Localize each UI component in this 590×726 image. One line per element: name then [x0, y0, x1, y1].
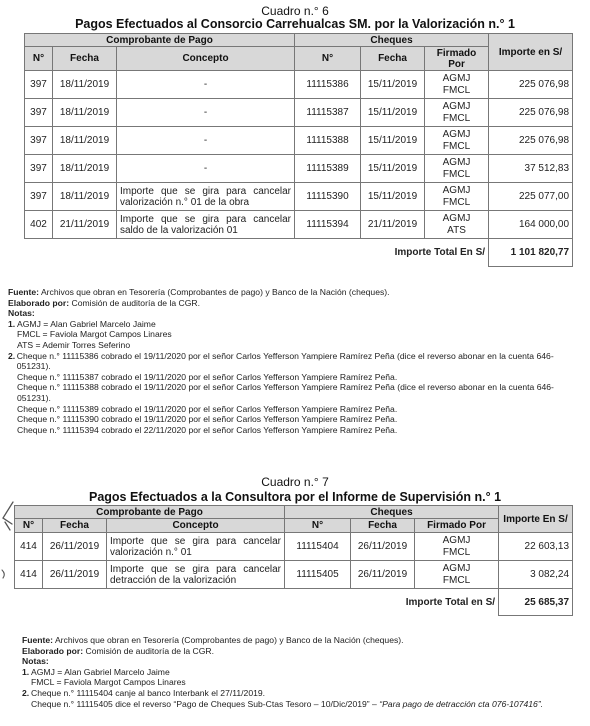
column-header-cheque-fecha: Fecha: [361, 47, 425, 71]
cell-cheque: 11115404: [285, 533, 351, 561]
cell-importe: 225 076,98: [489, 71, 573, 99]
column-header-importe: Importe en S/: [489, 34, 573, 71]
table1-number: Cuadro n.° 6: [261, 4, 329, 18]
fuente-label: Fuente:: [8, 287, 40, 297]
cell-concepto: Importe que se gira para cancelar detracción de la valorización: [107, 561, 285, 589]
cell-cheque-fecha: 15/11/2019: [361, 127, 425, 155]
group-header-cheques: Cheques: [285, 506, 499, 519]
notas-label: Notas:: [22, 656, 49, 667]
total-value: 1 101 820,77: [489, 239, 573, 267]
firmante: AGMJ: [442, 562, 471, 574]
note-line: FMCL = Faviola Margot Campos Linares: [17, 329, 172, 340]
table2: [14, 505, 573, 616]
cell-concepto: Importe que se gira para cancelar valorización n.° 01: [107, 533, 285, 561]
firmante: AGMJ: [442, 534, 471, 546]
cell-importe: 3 082,24: [499, 561, 573, 589]
firmante: AGMJ: [442, 100, 471, 112]
note-line: Cheque n.° 11115389 cobrado el 19/11/2020 por el señor Carlos Yefferson Yampiere Ramírez Peña.: [17, 403, 398, 414]
cell-cheque: 11115405: [285, 561, 351, 589]
cell-cheque-fecha: 15/11/2019: [361, 71, 425, 99]
note-line: ATS = Ademir Torres Seferino: [17, 339, 131, 350]
cell-fecha: 26/11/2019: [43, 533, 107, 561]
firmante: AGMJ: [442, 128, 471, 140]
table-row: [25, 211, 573, 239]
cell-fecha: 18/11/2019: [53, 127, 117, 155]
elaborado-label: Elaborado por:: [8, 297, 70, 308]
firmante: ATS: [447, 224, 466, 236]
note-line: Cheque n.° 11115388 cobrado el 19/11/2020 por el señor Carlos Yefferson Yampiere Ramírez Peña (dice el reverso abonar en la cuenta 646-051231).: [17, 382, 554, 403]
note-line: Cheque n.° 11115394 cobrado el 22/11/2020 por el señor Carlos Yefferson Yampiere Ramírez Peña.: [17, 424, 398, 435]
total-label: Importe Total En S/: [295, 239, 489, 267]
note-line: FMCL = Faviola Margot Campos Linares: [31, 677, 186, 688]
elaborado-text: Comisión de auditoría de la CGR.: [85, 645, 215, 656]
column-header-fecha: Fecha: [53, 47, 117, 71]
table2-number: Cuadro n.° 7: [261, 475, 329, 489]
firmante: FMCL: [442, 196, 471, 208]
table-row: [25, 155, 573, 183]
table2-title: Pagos Efectuados a la Consultora por el Informe de Supervisión n.° 1: [88, 490, 502, 504]
firmante: FMCL: [442, 140, 471, 152]
pen-mark-graphic: [0, 500, 16, 580]
column-header-fecha: Fecha: [43, 519, 107, 533]
cell-n: 397: [25, 71, 53, 99]
cell-n: 414: [15, 533, 43, 561]
cell-fecha: 21/11/2019: [53, 211, 117, 239]
cell-n: 397: [25, 155, 53, 183]
group-header-comprobante: Comprobante de Pago: [15, 506, 285, 519]
total-row: [25, 239, 573, 267]
table-row: [25, 71, 573, 99]
note-text: Cheque n.° 11115405 dice el reverso “Pago de Cheques Sub-Ctas Tesoro – 10/Dic/2019” –: [31, 698, 380, 709]
column-header-importe: Importe En S/: [499, 506, 573, 533]
cell-cheque: 11115386: [295, 71, 361, 99]
note-line: AGMJ = Alan Gabriel Marcelo Jaime: [31, 666, 170, 677]
column-header-cheque-n: N°: [295, 47, 361, 71]
table1: [24, 33, 573, 267]
cell-concepto: -: [117, 155, 295, 183]
column-header-n: N°: [25, 47, 53, 71]
column-header-concepto: Concepto: [107, 519, 285, 533]
firmante: FMCL: [442, 574, 471, 586]
cell-cheque-fecha: 26/11/2019: [351, 533, 415, 561]
column-header-cheque-fecha: Fecha: [351, 519, 415, 533]
firmante: FMCL: [442, 546, 471, 558]
cell-fecha: 26/11/2019: [43, 561, 107, 589]
firmante: FMCL: [442, 84, 471, 96]
cell-cheque: 11115390: [295, 183, 361, 211]
note-line: Cheque n.° 11115386 cobrado el 19/11/2020 por el señor Carlos Yefferson Yampiere Ramírez Peña (dice el reverso abonar en la cuenta 646-051231).: [16, 350, 554, 372]
fuente-text: Archivos que obran en Tesorería (Comprobantes de pago) y Banco de la Nación (cheques).: [40, 287, 390, 297]
cell-firmado: [415, 533, 499, 561]
column-header-concepto: Concepto: [117, 47, 295, 71]
table2-notes: [22, 635, 567, 709]
cell-importe: 225 076,98: [489, 99, 573, 127]
firmante: AGMJ: [442, 212, 471, 224]
cell-cheque: 11115389: [295, 155, 361, 183]
cell-cheque: 11115388: [295, 127, 361, 155]
column-header-n: N°: [15, 519, 43, 533]
notas-label: Notas:: [8, 308, 35, 319]
note-quote: “Para pago de detracción cta 076-107416”.: [379, 698, 544, 709]
firmante: FMCL: [442, 168, 471, 180]
note-number: 2.: [8, 350, 16, 361]
column-header-firmado: Firmado Por: [415, 519, 499, 533]
note-number: 1.: [8, 318, 16, 329]
cell-fecha: 18/11/2019: [53, 155, 117, 183]
cell-cheque-fecha: 15/11/2019: [361, 183, 425, 211]
firmante: AGMJ: [442, 184, 471, 196]
cell-importe: 22 603,13: [499, 533, 573, 561]
cell-concepto: Importe que se gira para cancelar valorización n.° 01 de la obra: [117, 183, 295, 211]
firmante: AGMJ: [442, 156, 471, 168]
cell-cheque: 11115387: [295, 99, 361, 127]
cell-fecha: 18/11/2019: [53, 71, 117, 99]
table1-notes: [8, 287, 573, 435]
cell-concepto: -: [117, 99, 295, 127]
total-label: Importe Total en S/: [285, 589, 499, 616]
table-row: [25, 183, 573, 211]
cell-importe: 37 512,83: [489, 155, 573, 183]
cell-importe: 225 076,98: [489, 127, 573, 155]
cell-concepto: -: [117, 127, 295, 155]
note-line: AGMJ = Alan Gabriel Marcelo Jaime: [17, 318, 156, 329]
total-row: [15, 589, 573, 616]
cell-importe: 225 077,00: [489, 183, 573, 211]
cell-firmado: [415, 561, 499, 589]
fuente-label: Fuente:: [22, 635, 54, 645]
note-line: Cheque n.° 11115404 canje al banco Interbank el 27/11/2019.: [31, 687, 266, 698]
cell-cheque-fecha: 15/11/2019: [361, 99, 425, 127]
cell-n: 397: [25, 127, 53, 155]
note-line: Cheque n.° 11115390 cobrado el 19/11/2020 por el señor Carlos Yefferson Yampiere Ramírez Peña.: [17, 414, 398, 425]
column-header-cheque-n: N°: [285, 519, 351, 533]
total-value: 25 685,37: [499, 589, 573, 616]
cell-importe: 164 000,00: [489, 211, 573, 239]
cell-fecha: 18/11/2019: [53, 183, 117, 211]
cell-firmado: [425, 99, 489, 127]
cell-cheque-fecha: 21/11/2019: [361, 211, 425, 239]
firmante: AGMJ: [442, 72, 471, 84]
cell-cheque-fecha: 26/11/2019: [351, 561, 415, 589]
cell-n: 402: [25, 211, 53, 239]
cell-n: 397: [25, 183, 53, 211]
group-header-cheques: Cheques: [295, 34, 489, 47]
cell-firmado: [425, 127, 489, 155]
note-line: Cheque n.° 11115387 cobrado el 19/11/2020 por el señor Carlos Yefferson Yampiere Ramírez Peña.: [17, 371, 398, 382]
cell-firmado: [425, 71, 489, 99]
note-line: [22, 699, 567, 710]
cell-concepto: Importe que se gira para cancelar saldo de la valorización 01: [117, 211, 295, 239]
elaborado-label: Elaborado por:: [22, 645, 84, 656]
cell-firmado: [425, 183, 489, 211]
table1-title: Pagos Efectuados al Consorcio Carrehualcas SM. por la Valorización n.° 1: [75, 17, 515, 31]
cell-n: 397: [25, 99, 53, 127]
table-row: [25, 127, 573, 155]
column-header-firmado: Firmado Por: [425, 47, 489, 71]
cell-concepto: -: [117, 71, 295, 99]
fuente-text: Archivos que obran en Tesorería (Comprobantes de pago) y Banco de la Nación (cheques).: [54, 635, 404, 645]
cell-cheque-fecha: 15/11/2019: [361, 155, 425, 183]
cell-firmado: [425, 155, 489, 183]
firmante: FMCL: [442, 112, 471, 124]
note-number: 1.: [22, 666, 30, 677]
elaborado-text: Comisión de auditoría de la CGR.: [71, 297, 201, 308]
note-number: 2.: [22, 687, 30, 698]
table-row: [25, 99, 573, 127]
group-header-comprobante: Comprobante de Pago: [25, 34, 295, 47]
cell-cheque: 11115394: [295, 211, 361, 239]
cell-firmado: [425, 211, 489, 239]
cell-n: 414: [15, 561, 43, 589]
cell-fecha: 18/11/2019: [53, 99, 117, 127]
table-row: [15, 561, 573, 589]
table-row: [15, 533, 573, 561]
